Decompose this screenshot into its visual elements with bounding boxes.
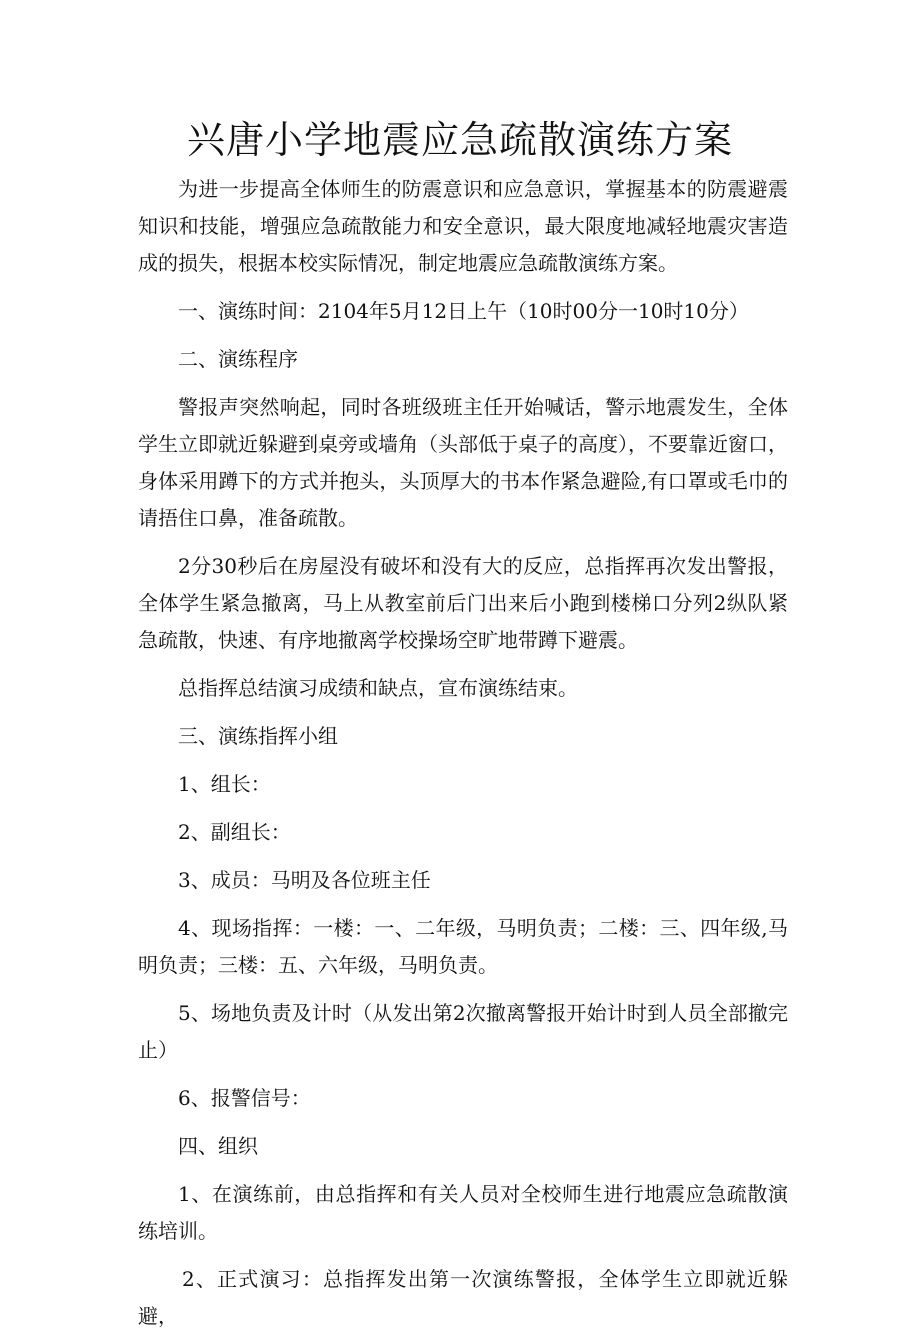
procedure-paragraph-evacuation: 2分30秒后在房屋没有破坏和没有大的反应，总指挥再次发出警报，全体学生紧急撤离，马上从教室前后门出来后小跑到楼梯口分列2纵队紧急疏散，快速、有序地撤离学校操场空旷地带蹲下避震。 <box>138 554 788 652</box>
list-item-deputy-leader: 2、副组长： <box>178 820 291 844</box>
drill-time-heading: 一、演练时间：2104年5月12日上午（10时00分一10时10分） <box>178 299 749 323</box>
list-item-alarm-signal: 6、报警信号： <box>178 1086 311 1110</box>
organization-heading: 四、组织 <box>178 1134 258 1158</box>
document-body <box>138 171 788 1335</box>
command-group-heading: 三、演练指挥小组 <box>178 724 338 748</box>
organization-item-training: 1、在演练前，由总指挥和有关人员对全校师生进行地震应急疏散演练培训。 <box>138 1182 788 1243</box>
procedure-paragraph-alarm: 警报声突然响起，同时各班级班主任开始喊话，警示地震发生，全体学生立即就近躲避到桌旁或墙角（头部低于桌子的高度），不要靠近窗口，身体采用蹲下的方式并抱头，头顶厚大的书本作紧急避险,有口罩或毛巾的请捂住口鼻，准备疏散。 <box>138 395 788 530</box>
intro-paragraph: 为进一步提高全体师生的防震意识和应急意识，掌握基本的防震避震知识和技能，增强应急疏散能力和安全意识，最大限度地减轻地震灾害造成的损失，根据本校实际情况，制定地震应急疏散演练方案。 <box>138 177 788 275</box>
page-title: 兴唐小学地震应急疏散演练方案 <box>186 118 733 162</box>
list-item-site-timing: 5、场地负责及计时（从发出第2次撤离警报开始计时到人员全部撤完止） <box>138 1001 788 1062</box>
organization-item-formal-drill: 2、正式演习：总指挥发出第一次演练警报，全体学生立即就近躲避， <box>138 1267 788 1328</box>
procedure-paragraph-summary: 总指挥总结演习成绩和缺点，宣布演练结束。 <box>178 676 578 700</box>
list-item-onsite-command: 4、现场指挥：一楼：一、二年级，马明负责；二楼：三、四年级,马明负责；三楼：五、六年级，马明负责。 <box>138 916 788 977</box>
list-item-members: 3、成员：马明及各位班主任 <box>178 868 431 892</box>
drill-procedure-heading: 二、演练程序 <box>178 347 298 371</box>
list-item-leader: 1、组长： <box>178 772 271 796</box>
